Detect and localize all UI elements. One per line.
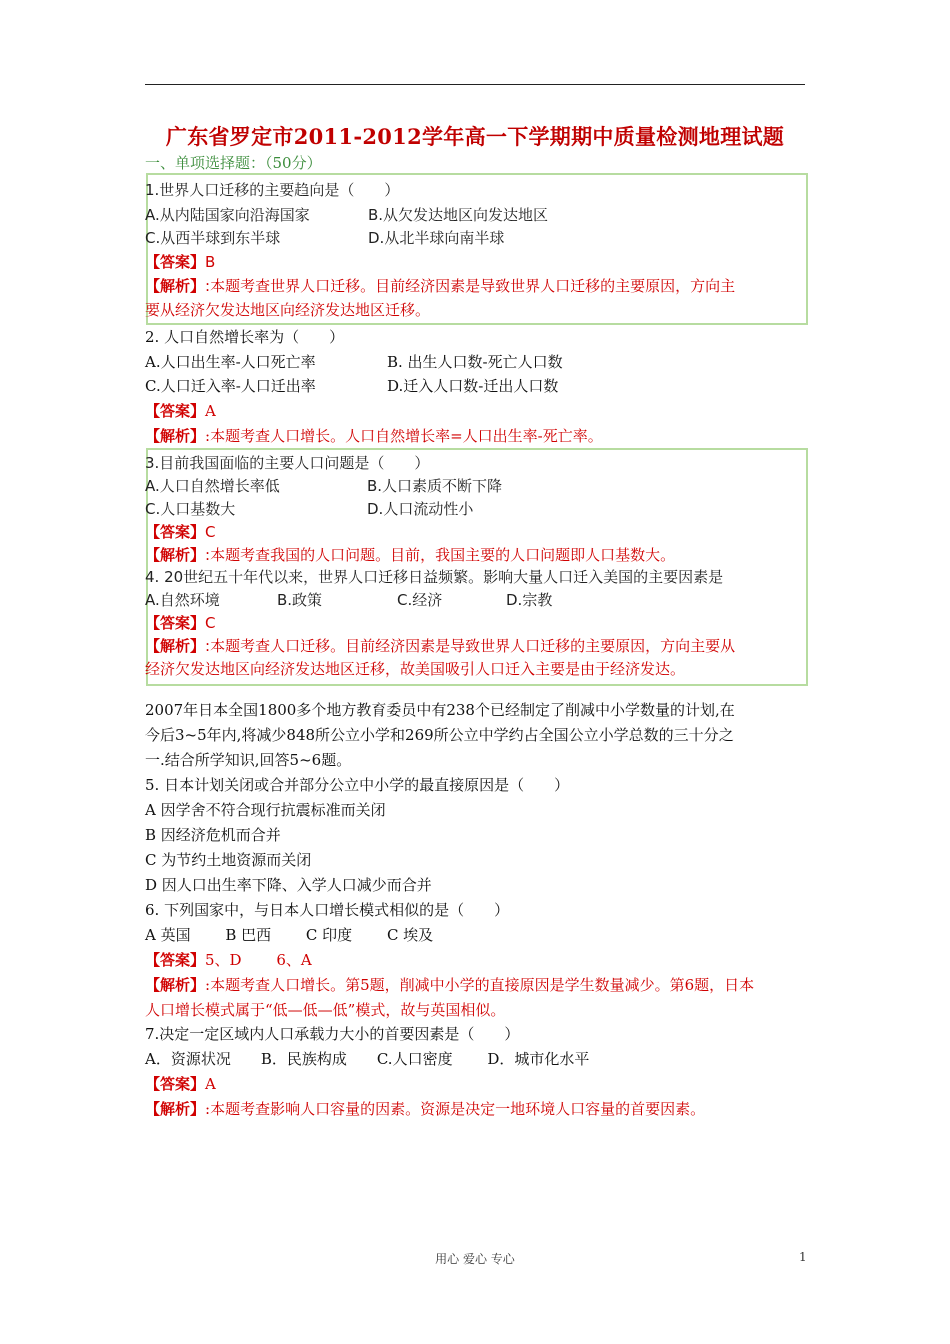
q7-answer: 【答案】A bbox=[145, 1075, 216, 1093]
q6-options: A 英国 B 巴西 C 印度 C 埃及 bbox=[145, 926, 434, 944]
q3-option-a: A.人口自然增长率低 bbox=[145, 477, 280, 495]
q3-stem: 3.目前我国面临的主要人口问题是（ ） bbox=[145, 454, 430, 472]
q2-option-c: C.人口迁入率-人口迁出率 bbox=[145, 377, 316, 395]
q5-option-d: D 因人口出生率下降、入学人口减少而合并 bbox=[145, 876, 432, 894]
q2-option-d: D.迁入人口数-迁出人口数 bbox=[387, 377, 559, 395]
q3-answer: 【答案】C bbox=[145, 523, 216, 541]
q1-answer: 【答案】B bbox=[145, 253, 216, 271]
q1-explanation-cont: 要从经济欠发达地区向经济发达地区迁移。 bbox=[145, 301, 431, 319]
q6-explanation-cont: 人口增长模式属于“低—低—低”模式，故与英国相似。 bbox=[145, 1001, 506, 1019]
q4-explanation: 【解析】:本题考查人口迁移。目前经济因素是导致世界人口迁移的主要原因，方向主要从 bbox=[145, 637, 736, 655]
q5-option-a: A 因学舍不符合现行抗震标准而关闭 bbox=[145, 801, 386, 819]
q6-answer: 【答案】5、D 6、A bbox=[145, 951, 312, 969]
q1-option-a: A.从内陆国家向沿海国家 bbox=[145, 206, 310, 224]
page-title: 广东省罗定市2011-2012学年高一下学期期中质量检测地理试题 bbox=[165, 124, 785, 149]
q4-option-d: D.宗教 bbox=[506, 591, 553, 609]
q1-explanation: 【解析】:本题考查世界人口迁移。目前经济因素是导致世界人口迁移的主要原因，方向主 bbox=[145, 277, 736, 295]
q2-stem: 2. 人口自然增长率为（ ） bbox=[145, 328, 345, 346]
q3-option-b: B.人口素质不断下降 bbox=[367, 477, 503, 495]
q2-explanation: 【解析】:本题考查人口增长。人口自然增长率=人口出生率-死亡率。 bbox=[145, 427, 603, 445]
page-footer: 用心 爱心 专心 bbox=[435, 1252, 515, 1266]
q5-option-b: B 因经济危机而合并 bbox=[145, 826, 281, 844]
q4-stem: 4. 20世纪五十年代以来，世界人口迁移日益频繁。影响大量人口迁入美国的主要因素是 bbox=[145, 568, 724, 586]
q1-stem: 1.世界人口迁移的主要趋向是（ ） bbox=[145, 181, 400, 199]
passage-line-1: 2007年日本全国1800多个地方教育委员中有238个已经制定了削减中小学数量的计划,在 bbox=[145, 701, 735, 719]
header-rule bbox=[145, 84, 805, 85]
q7-stem: 7.决定一定区域内人口承载力大小的首要因素是（ ） bbox=[145, 1025, 520, 1043]
q4-option-c: C.经济 bbox=[397, 591, 443, 609]
passage-line-2: 今后3~5年内,将减少848所公立小学和269所公立中学约占全国公立小学总数的三十分之 bbox=[145, 726, 734, 744]
q1-option-d: D.从北半球向南半球 bbox=[368, 229, 505, 247]
q5-stem: 5. 日本计划关闭或合并部分公立中小学的最直接原因是（ ） bbox=[145, 776, 570, 794]
q6-explanation: 【解析】:本题考查人口增长。第5题，削减中小学的直接原因是学生数量减少。第6题，日本 bbox=[145, 976, 755, 994]
q3-option-c: C.人口基数大 bbox=[145, 500, 236, 518]
passage-line-3: 一.结合所学知识,回答5~6题。 bbox=[145, 751, 352, 769]
page-number: 1 bbox=[799, 1250, 807, 1264]
q4-option-a: A.自然环境 bbox=[145, 591, 220, 609]
q1-option-c: C.从西半球到东半球 bbox=[145, 229, 281, 247]
q4-answer: 【答案】C bbox=[145, 614, 216, 632]
q7-explanation: 【解析】:本题考查影响人口容量的因素。资源是决定一地环境人口容量的首要因素。 bbox=[145, 1100, 706, 1118]
q3-option-d: D.人口流动性小 bbox=[367, 500, 474, 518]
section-heading: 一、单项选择题：（50分） bbox=[145, 154, 322, 172]
q7-options: A．资源状况 B．民族构成 C.人口密度 D．城市化水平 bbox=[145, 1050, 590, 1068]
q4-explanation-cont: 经济欠发达地区向经济发达地区迁移，故美国吸引人口迁入主要是由于经济发达。 bbox=[145, 660, 686, 678]
q2-answer: 【答案】A bbox=[145, 402, 216, 420]
q1-option-b: B.从欠发达地区向发达地区 bbox=[368, 206, 549, 224]
q2-option-a: A.人口出生率-人口死亡率 bbox=[145, 353, 316, 371]
q6-stem: 6. 下列国家中，与日本人口增长模式相似的是（ ） bbox=[145, 901, 510, 919]
q3-explanation: 【解析】:本题考查我国的人口问题。目前，我国主要的人口问题即人口基数大。 bbox=[145, 546, 676, 564]
q5-option-c: C 为节约土地资源而关闭 bbox=[145, 851, 312, 869]
q2-option-b: B. 出生人口数-死亡人口数 bbox=[387, 353, 563, 371]
q4-option-b: B.政策 bbox=[277, 591, 323, 609]
